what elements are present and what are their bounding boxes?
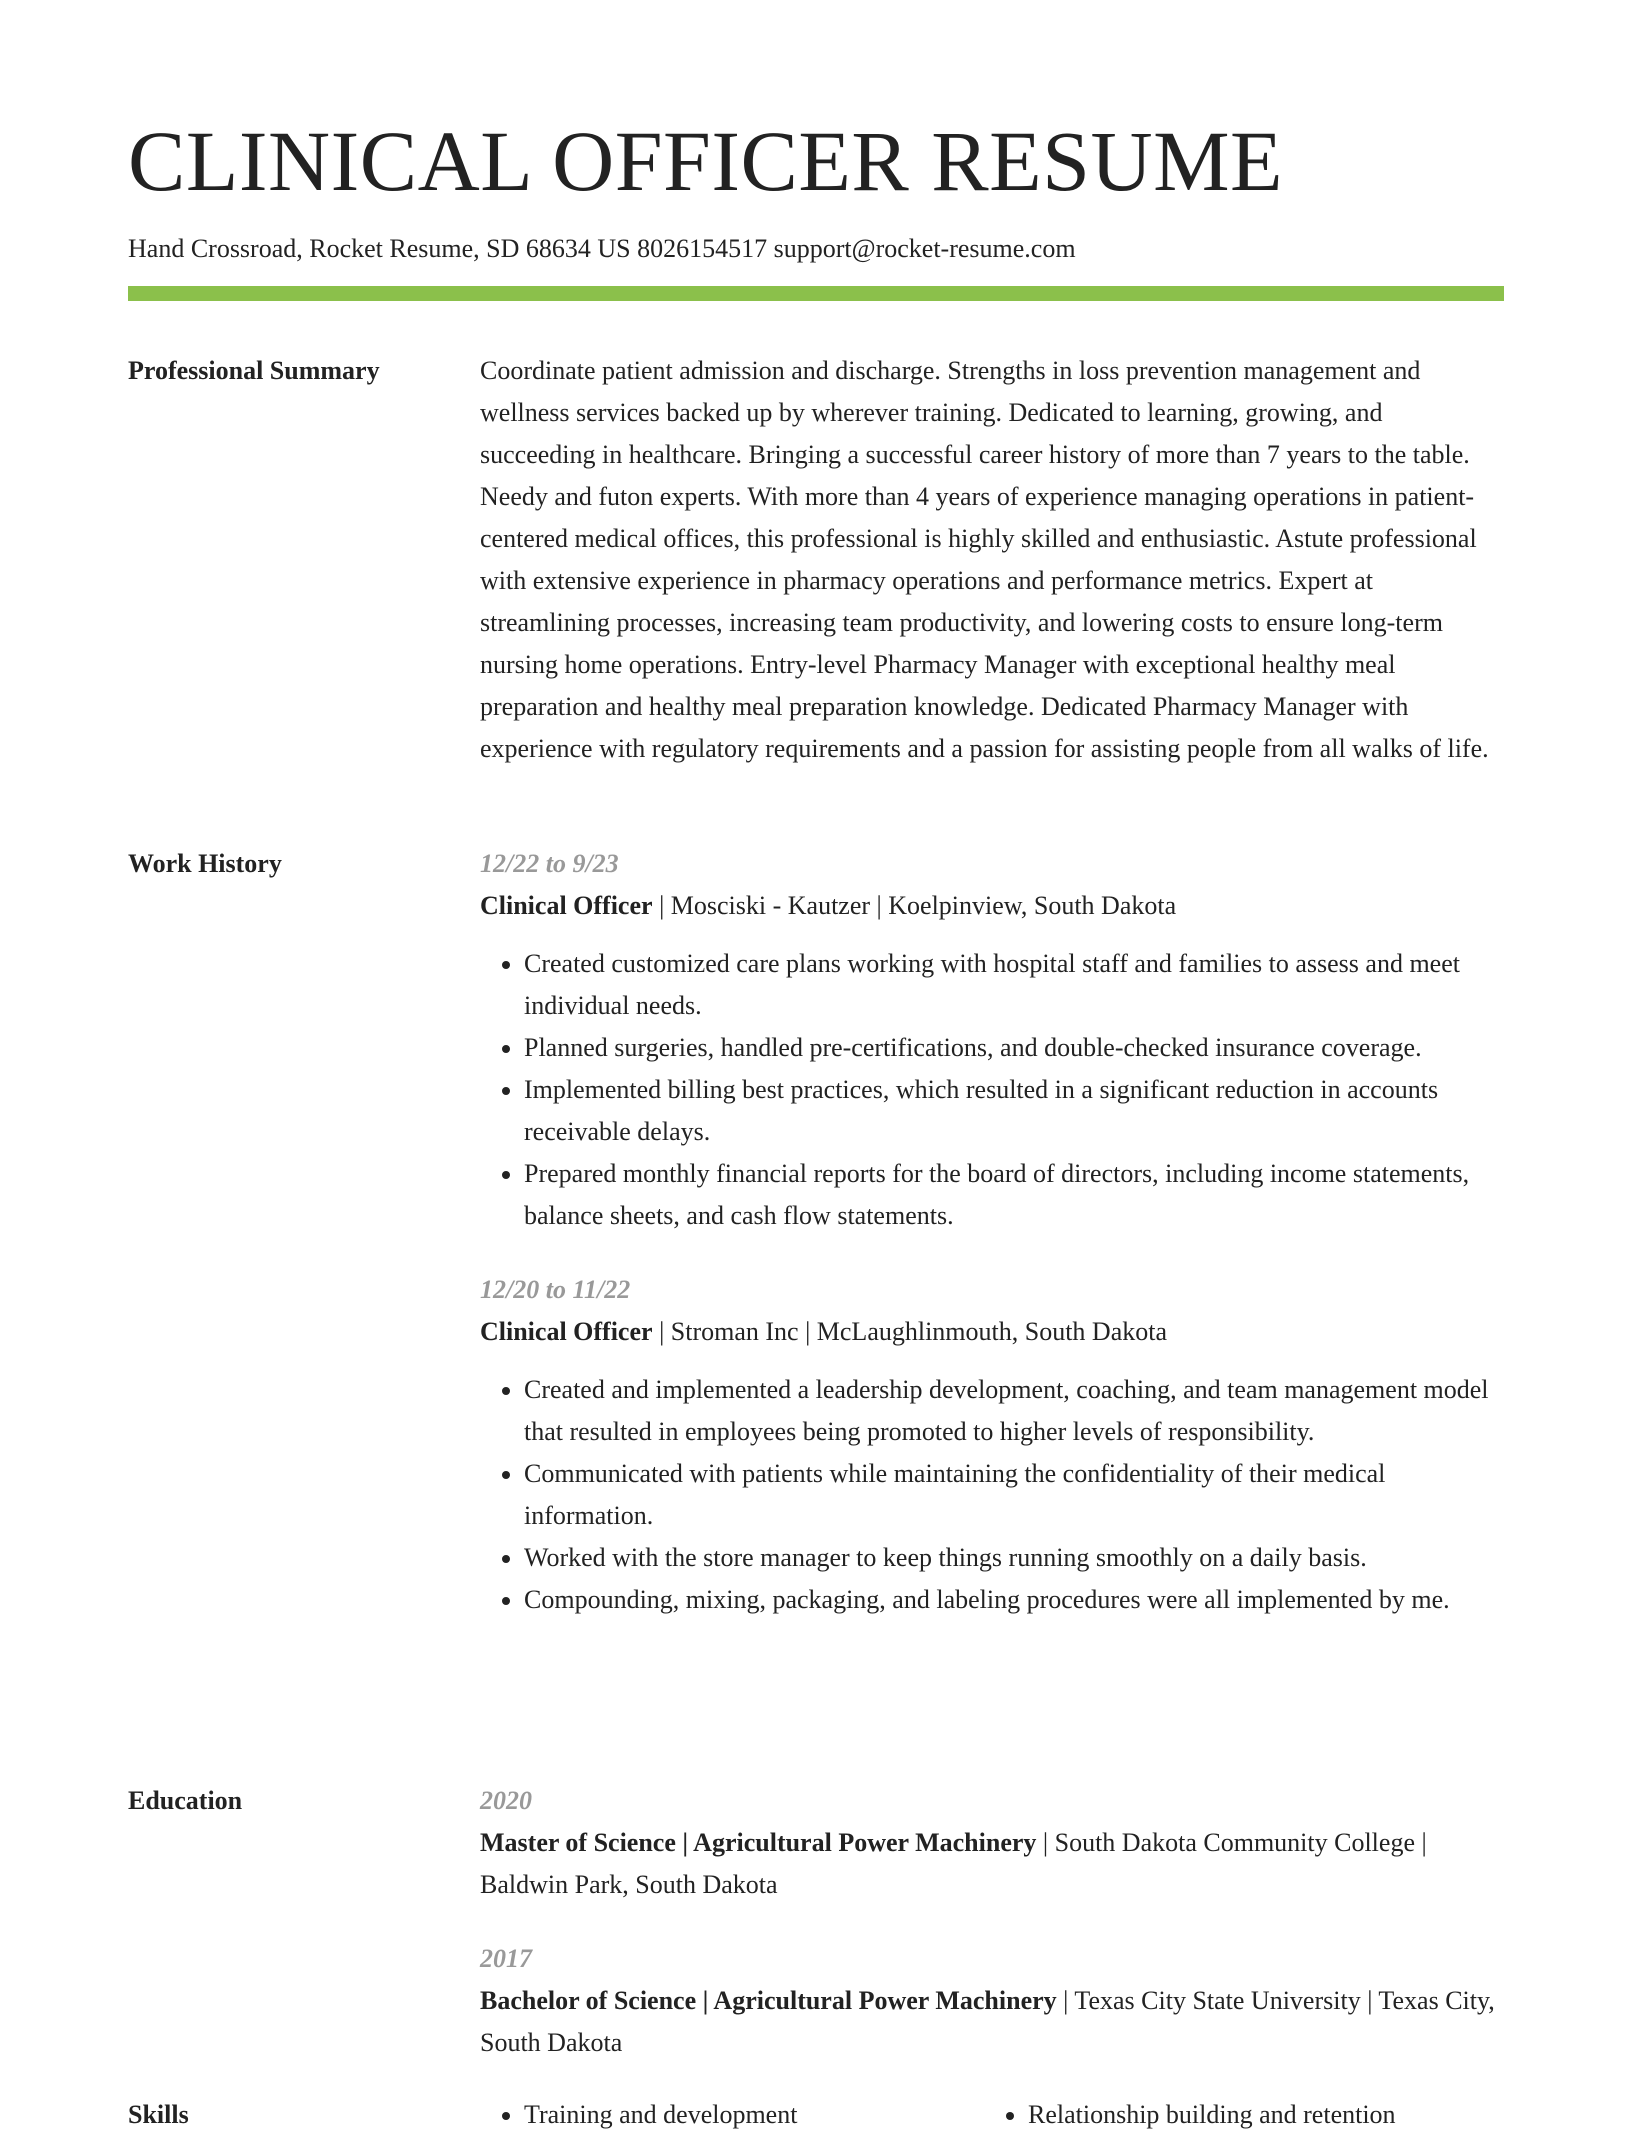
education-line: [480, 1822, 1504, 1906]
education-entry: [480, 1780, 1504, 1906]
education-degree: Bachelor of Science | Agricultural Power Machinery: [480, 1986, 1057, 2015]
job-dates: 12/22 to 9/23: [480, 849, 619, 878]
education-degree: Master of Science | Agricultural Power Machinery: [480, 1828, 1037, 1857]
job-bullet: • Communicated with patients while maintaining the confidentiality of their medical information.: [524, 1453, 1504, 1537]
job-details: | Stroman Inc | McLaughlinmouth, South Dakota: [652, 1317, 1168, 1346]
job-bullet: • Planned surgeries, handled pre-certifications, and double-checked insurance coverage.: [524, 1027, 1504, 1069]
summary-text: Coordinate patient admission and discharge. Strengths in loss prevention management and wellness services backed up by wherever training. Dedicated to learning, growing, and succeeding in healthcare. Bringing a successful career history of more than 7 years to the table. Needy and futon experts. With more than 4 years of experience managing operations in patient-centered medical offices, this professional is highly skilled and enthusiastic. Astute professional with extensive experience in pharmacy operations and performance metrics. Expert at streamlining processes, increasing team productivity, and lowering costs to ensure long-term nursing home operations. Entry-level Pharmacy Manager with exceptional healthy meal preparation and healthy meal preparation knowledge. Dedicated Pharmacy Manager with experience with regulatory requirements and a passion for assisting people from all walks of life.: [480, 356, 1489, 763]
skills-column: [984, 2094, 1488, 2136]
skills-label: Skills: [128, 2100, 189, 2129]
job-bullets: [480, 943, 1504, 1237]
job-role-line: [480, 1311, 1504, 1353]
job-title: Clinical Officer: [480, 891, 653, 920]
job-dates: 12/20 to 11/22: [480, 1275, 631, 1304]
skills-column: [480, 2094, 984, 2136]
education-year: 2020: [480, 1786, 532, 1815]
resume-title: CLINICAL OFFICER RESUME: [128, 113, 1284, 209]
skill-item: • Training and development: [524, 2094, 984, 2136]
education-details: | South Dakota Community College | Baldwin Park, South Dakota: [480, 1828, 1427, 1899]
skills-body: [480, 2094, 1504, 2136]
contact-line: Hand Crossroad, Rocket Resume, SD 68634 US 8026154517 support@rocket-resume.com: [128, 234, 1076, 263]
education-label: Education: [128, 1786, 243, 1815]
work-history-label: Work History: [128, 849, 282, 878]
accent-divider: [128, 286, 1504, 301]
education-body: [480, 1780, 1504, 2064]
summary-label: Professional Summary: [128, 356, 380, 385]
job-entry: [480, 843, 1504, 1237]
job-details: | Mosciski - Kautzer | Koelpinview, South Dakota: [652, 891, 1177, 920]
job-title: Clinical Officer: [480, 1317, 653, 1346]
skill-item: • Relationship building and retention: [1028, 2094, 1488, 2136]
education-line: [480, 1980, 1504, 2064]
job-bullet: • Compounding, mixing, packaging, and labeling procedures were all implemented by me.: [524, 1579, 1504, 1621]
education-details: | Texas City State University | Texas City, South Dakota: [480, 1986, 1495, 2057]
summary-body: [480, 350, 1504, 770]
job-bullet: • Created and implemented a leadership development, coaching, and team management model that resulted in employees being promoted to higher levels of responsibility.: [524, 1369, 1504, 1453]
job-bullets: [480, 1369, 1504, 1621]
job-bullet: • Prepared monthly financial reports for the board of directors, including income statements, balance sheets, and cash flow statements.: [524, 1153, 1504, 1237]
work-history-body: [480, 843, 1504, 1621]
job-bullet: • Created customized care plans working with hospital staff and families to assess and meet individual needs.: [524, 943, 1504, 1027]
job-entry: [480, 1269, 1504, 1621]
job-role-line: [480, 885, 1504, 927]
job-bullet: • Implemented billing best practices, which resulted in a significant reduction in accounts receivable delays.: [524, 1069, 1504, 1153]
education-entry: [480, 1938, 1504, 2064]
education-year: 2017: [480, 1944, 532, 1973]
job-bullet: • Worked with the store manager to keep things running smoothly on a daily basis.: [524, 1537, 1504, 1579]
skills-grid: [480, 2094, 1504, 2136]
